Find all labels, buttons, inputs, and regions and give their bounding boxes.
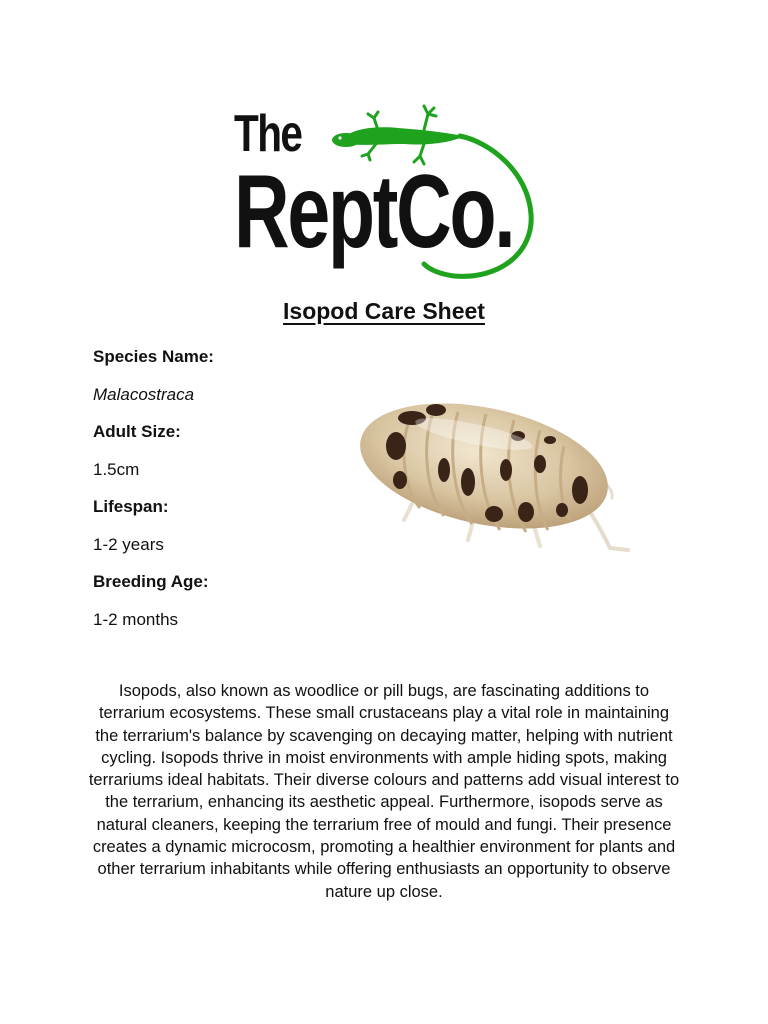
description-paragraph: Isopods, also known as woodlice or pill bugs, are fascinating additions to terrarium ecosystems. These small crustaceans play a vital role in maintaining the terrarium's balance by scavenging on decaying matter, helping with nutrient cycling. Isopods thrive in moist environments with ample hiding spots, making terrariums ideal habitats. Their diverse colours and patterns add visual interest to the terrarium, enhancing its aesthetic appeal. Furthermore, isopods serve as natural cleaners, keeping the terrarium free of mould and fungi. Their presence creates a dynamic microcosm, promoting a healthier environment for plants and other terrarium inhabitants while offering enthusiasts an opportunity to observe nature up close. bbox=[88, 682, 680, 901]
isopod-icon bbox=[334, 350, 666, 612]
logo-line-the: The bbox=[234, 105, 302, 163]
isopod-photo bbox=[334, 350, 666, 612]
gecko-icon bbox=[228, 84, 540, 284]
page-title: Isopod Care Sheet bbox=[283, 298, 485, 324]
species-name-value: Malacostraca bbox=[93, 385, 195, 404]
adult-size-label: Adult Size: bbox=[93, 422, 181, 441]
adult-size-value: 1.5cm bbox=[93, 460, 140, 479]
breeding-age-label: Breeding Age: bbox=[93, 572, 209, 591]
logo-line-reptco: ReptCo. bbox=[234, 154, 514, 270]
breeding-age-value: 1-2 months bbox=[93, 610, 179, 629]
lifespan-label: Lifespan: bbox=[93, 497, 169, 516]
lifespan-value: 1-2 years bbox=[93, 535, 164, 554]
brand-logo bbox=[228, 84, 540, 284]
species-name-label: Species Name: bbox=[93, 347, 214, 366]
species-facts bbox=[93, 346, 333, 646]
